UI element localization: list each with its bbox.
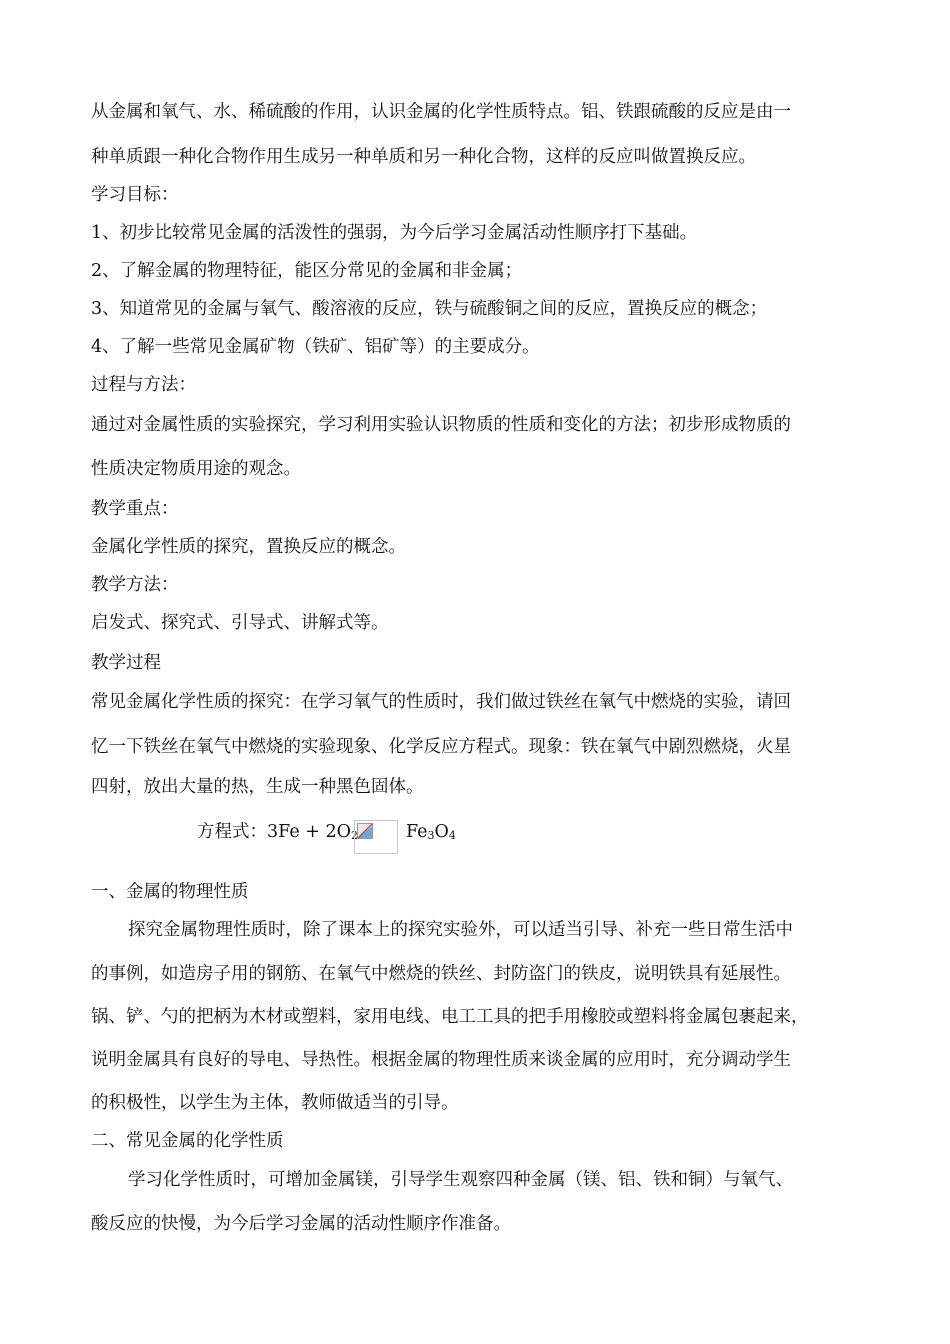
heading-learning-goals: 学习目标：	[91, 185, 179, 205]
section-heading-physical-properties: 一、金属的物理性质	[91, 882, 249, 902]
goal-item: 4、了解一些常见金属矿物（铁矿、铝矿等）的主要成分。	[91, 337, 540, 357]
paragraph-line: 的事例，如造房子用的钢筋、在氧气中燃烧的铁丝、封防盗门的铁皮，说明铁具有延展性。	[91, 964, 791, 984]
paragraph-line: 通过对金属性质的实验探究，学习利用实验认识物质的性质和变化的方法；初步形成物质的	[91, 415, 791, 435]
paragraph-line: 性质决定物质用途的观念。	[91, 459, 301, 479]
o2-subscript: 2	[350, 829, 358, 842]
product-fe: Fe	[405, 822, 428, 842]
section-heading-chemical-properties: 二、常见金属的化学性质	[91, 1131, 284, 1151]
broken-image-icon	[357, 823, 373, 839]
chemical-equation	[197, 820, 456, 854]
paragraph-line: 学习化学性质时，可增加金属镁，引导学生观察四种金属（镁、铝、铁和铜）与氧气、	[128, 1170, 793, 1190]
paragraph-line: 常见金属化学性质的探究：在学习氧气的性质时，我们做过铁丝在氧气中燃烧的实验，请回	[91, 692, 791, 712]
paragraph-line: 四射，放出大量的热，生成一种黑色固体。	[91, 777, 424, 797]
goal-item: 1、初步比较常见金属的活泼性的强弱，为今后学习金属活动性顺序打下基础。	[91, 223, 698, 243]
equation-reactants: 方程式：3Fe + 2O	[197, 822, 351, 842]
paragraph-line: 从金属和氧气、水、稀硫酸的作用，认识金属的化学性质特点。铝、铁跟硫酸的反应是由一	[91, 102, 791, 122]
heading-teaching-focus: 教学重点：	[91, 499, 179, 519]
heading-teaching-process: 教学过程	[91, 653, 161, 673]
o-subscript: 4	[448, 829, 456, 842]
paragraph-line: 锅、铲、勺的把柄为木材或塑料，家用电线、电工工具的把手用橡胶或塑料将金属包裹起来，	[91, 1007, 809, 1027]
goal-item: 2、了解金属的物理特征，能区分常见的金属和非金属；	[91, 261, 523, 281]
paragraph-line: 的积极性，以学生为主体，教师做适当的引导。	[91, 1093, 459, 1113]
heading-process-methods: 过程与方法：	[91, 375, 196, 395]
paragraph-line: 酸反应的快慢，为今后学习金属的活动性顺序作准备。	[91, 1214, 511, 1234]
paragraph-line: 探究金属物理性质时，除了课本上的探究实验外，可以适当引导、补充一些日常生活中	[128, 920, 793, 940]
goal-item: 3、知道常见的金属与氧气、酸溶液的反应，铁与硫酸铜之间的反应，置换反应的概念；	[91, 299, 768, 319]
reaction-arrow-image	[354, 820, 398, 854]
fe-subscript: 3	[427, 829, 435, 842]
paragraph-line: 说明金属具有良好的导电、导热性。根据金属的物理性质来谈金属的应用时，充分调动学生	[91, 1050, 791, 1070]
paragraph-line: 忆一下铁丝在氧气中燃烧的实验现象、化学反应方程式。现象：铁在氧气中剧烈燃烧，火星	[91, 737, 791, 757]
product-o: O	[434, 822, 449, 842]
paragraph-line: 种单质跟一种化合物作用生成另一种单质和另一种化合物，这样的反应叫做置换反应。	[91, 147, 756, 167]
paragraph-line: 启发式、探究式、引导式、讲解式等。	[91, 613, 389, 633]
heading-teaching-methods: 教学方法：	[91, 575, 179, 595]
paragraph-line: 金属化学性质的探究，置换反应的概念。	[91, 537, 406, 557]
